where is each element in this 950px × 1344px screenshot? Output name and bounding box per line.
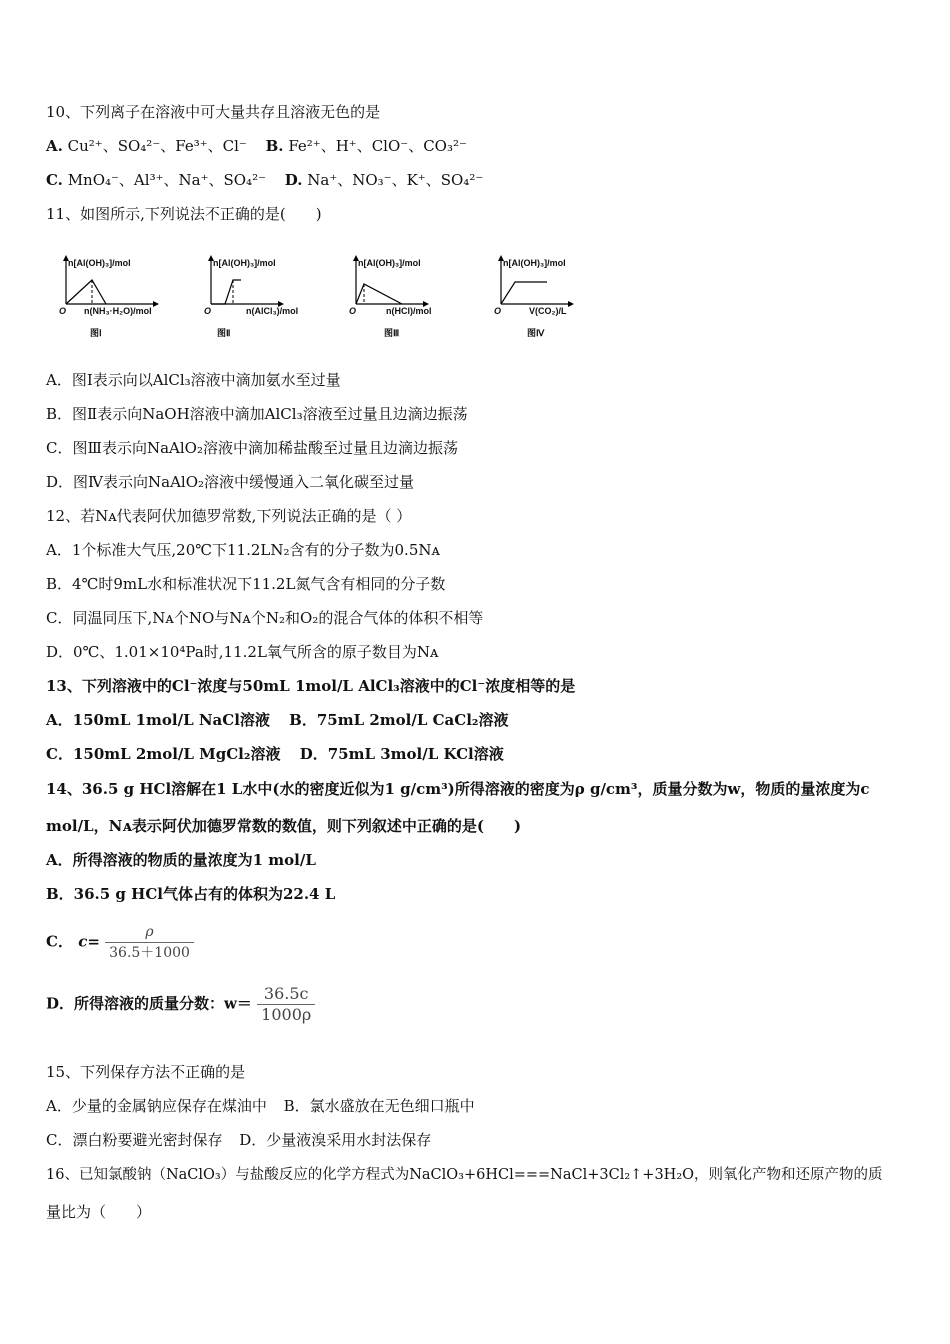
q10-stem: 10、下列离子在溶液中可大量共存且溶液无色的是: [46, 103, 381, 121]
q14-c-denominator: 36.5＋1000: [109, 945, 190, 961]
chart-3-xlabel: n(HCl)/mol: [386, 306, 432, 316]
chart-4-x-arrow: [568, 301, 574, 307]
q11-figures: [46, 252, 606, 342]
q10-a-text: Cu²⁺、SO₄²⁻、Fe³⁺、Cl⁻: [67, 137, 247, 155]
q10-b-label: B.: [265, 137, 284, 155]
chart-2-curve: [211, 280, 241, 304]
q14-option-b: B．36.5 g HCl气体占有的体积为22.4 L: [46, 885, 336, 903]
q15-options-ab: [46, 1096, 475, 1116]
q16-stem-line-2: 量比为（ ）: [46, 1203, 152, 1221]
q14-option-c: [46, 922, 194, 963]
q14-c-prefix: C．: [46, 932, 73, 951]
q13-option-c: C．150mL 2mol/L MgCl₂溶液: [46, 745, 281, 763]
chart-1-ylabel: n[Al(OH)₃]/mol: [68, 258, 131, 268]
q15-stem: 15、下列保存方法不正确的是: [46, 1063, 246, 1081]
chart-4: [481, 252, 621, 342]
q11-option-c: C．图Ⅲ表示向NaAlO₂溶液中滴加稀盐酸至过量且边滴边振荡: [46, 439, 458, 457]
q14-d-numerator: 36.5c: [257, 984, 315, 1005]
chart-2-caption: 图Ⅱ: [217, 328, 231, 338]
chart-1: [46, 252, 186, 342]
chart-2-ylabel: n[Al(OH)₃]/mol: [213, 258, 276, 268]
q10-c-label: C.: [46, 171, 63, 189]
q10-c-text: MnO₄⁻、Al³⁺、Na⁺、SO₄²⁻: [67, 171, 266, 189]
chart-3: [336, 252, 476, 342]
q16-stem-line-1: 16、已知氯酸钠（NaClO₃）与盐酸反应的化学方程式为NaClO₃+6HCl===NaCl+3Cl₂↑+3H₂O，则氧化产物和还原产物的质: [46, 1167, 883, 1183]
q10-b-text: Fe²⁺、H⁺、ClO⁻、CO₃²⁻: [288, 137, 467, 155]
q13-options-cd: [46, 744, 504, 764]
chart-3-curve: [356, 284, 402, 304]
q15-option-c: C．漂白粉要避光密封保存: [46, 1131, 223, 1149]
q12-stem: 12、若Nᴀ代表阿伏加德罗常数,下列说法正确的是（ ）: [46, 507, 412, 525]
chart-3-ylabel: n[Al(OH)₃]/mol: [358, 258, 421, 268]
chart-2-origin: O: [204, 306, 212, 316]
chart-4-caption: 图Ⅳ: [527, 328, 545, 338]
chart-4-curve: [501, 282, 547, 304]
chart-3-origin: O: [349, 306, 357, 316]
chart-2: [191, 252, 331, 342]
q12-option-c: C．同温同压下,Nᴀ个NO与Nᴀ个N₂和O₂的混合气体的体积不相等: [46, 609, 484, 627]
q13-option-a: A．150mL 1mol/L NaCl溶液: [46, 711, 270, 729]
chart-1-curve: [66, 280, 106, 304]
q14-d-fraction: [257, 984, 315, 1025]
q13-stem: 13、下列溶液中的Cl⁻浓度与50mL 1mol/L AlCl₃溶液中的Cl⁻浓度相等的是: [46, 677, 576, 695]
q15-option-a: A．少量的金属钠应保存在煤油中: [46, 1097, 267, 1115]
chart-2-xlabel: n(AlCl₃)/mol: [246, 306, 299, 316]
q14-d-denominator: 1000ρ: [261, 1005, 312, 1024]
q14-c-fraction: [105, 922, 194, 963]
q13-option-b: B．75mL 2mol/L CaCl₂溶液: [289, 711, 509, 729]
q11-option-d: D．图Ⅳ表示向NaAlO₂溶液中缓慢通入二氧化碳至过量: [46, 473, 415, 491]
q12-option-b: B．4℃时9mL水和标准状况下11.2L氮气含有相同的分子数: [46, 575, 446, 593]
q14-d-prefix: D．所得溶液的质量分数：w＝: [46, 994, 252, 1013]
q15-option-b: B．氯水盛放在无色细口瓶中: [283, 1097, 475, 1115]
q11-option-b: B．图Ⅱ表示向NaOH溶液中滴加AlCl₃溶液至过量且边滴边振荡: [46, 405, 468, 423]
q14-option-d: [46, 984, 315, 1025]
q10-d-text: Na⁺、NO₃⁻、K⁺、SO₄²⁻: [307, 171, 484, 189]
q12-option-a: A．1个标准大气压,20℃下11.2LN₂含有的分子数为0.5Nᴀ: [46, 541, 440, 559]
chart-4-xlabel: V(CO₂)/L: [529, 306, 567, 316]
q14-c-numerator: ρ: [105, 922, 194, 943]
q14-option-a: A．所得溶液的物质的量浓度为1 mol/L: [46, 851, 316, 869]
q10-options-ab: [46, 136, 467, 156]
chart-1-x-arrow: [153, 301, 159, 307]
q13-options-ab: [46, 710, 508, 730]
chart-3-caption: 图Ⅲ: [384, 328, 400, 338]
chart-4-ylabel: n[Al(OH)₃]/mol: [503, 258, 566, 268]
chart-1-caption: 图Ⅰ: [90, 328, 102, 338]
q14-c-var: c=: [78, 932, 100, 951]
q10-options-cd: [46, 170, 483, 190]
q13-option-d: D．75mL 3mol/L KCl溶液: [299, 745, 504, 763]
chart-1-xlabel: n(NH₃·H₂O)/mol: [84, 306, 152, 316]
q10-d-label: D.: [284, 171, 303, 189]
q12-option-d: D．0℃、1.01×10⁴Pa时,11.2L氧气所含的原子数目为Nᴀ: [46, 643, 439, 661]
q14-stem-line-1: 14、36.5 g HCl溶解在1 L水中(水的密度近似为1 g/cm³)所得溶液的密度为ρ g/cm³，质量分数为w，物质的量浓度为c: [46, 780, 870, 798]
q10-a-label: A.: [46, 137, 63, 155]
q15-option-d: D．少量液溴采用水封法保存: [239, 1131, 432, 1149]
chart-1-origin: O: [59, 306, 67, 316]
q11-stem: 11、如图所示,下列说法不正确的是( ): [46, 205, 322, 223]
q15-options-cd: [46, 1130, 431, 1150]
chart-4-origin: O: [494, 306, 502, 316]
q11-option-a: A．图Ⅰ表示向以AlCl₃溶液中滴加氨水至过量: [46, 371, 341, 389]
q14-stem-line-2: mol/L，Nᴀ表示阿伏加德罗常数的数值，则下列叙述中正确的是( ): [46, 817, 522, 835]
